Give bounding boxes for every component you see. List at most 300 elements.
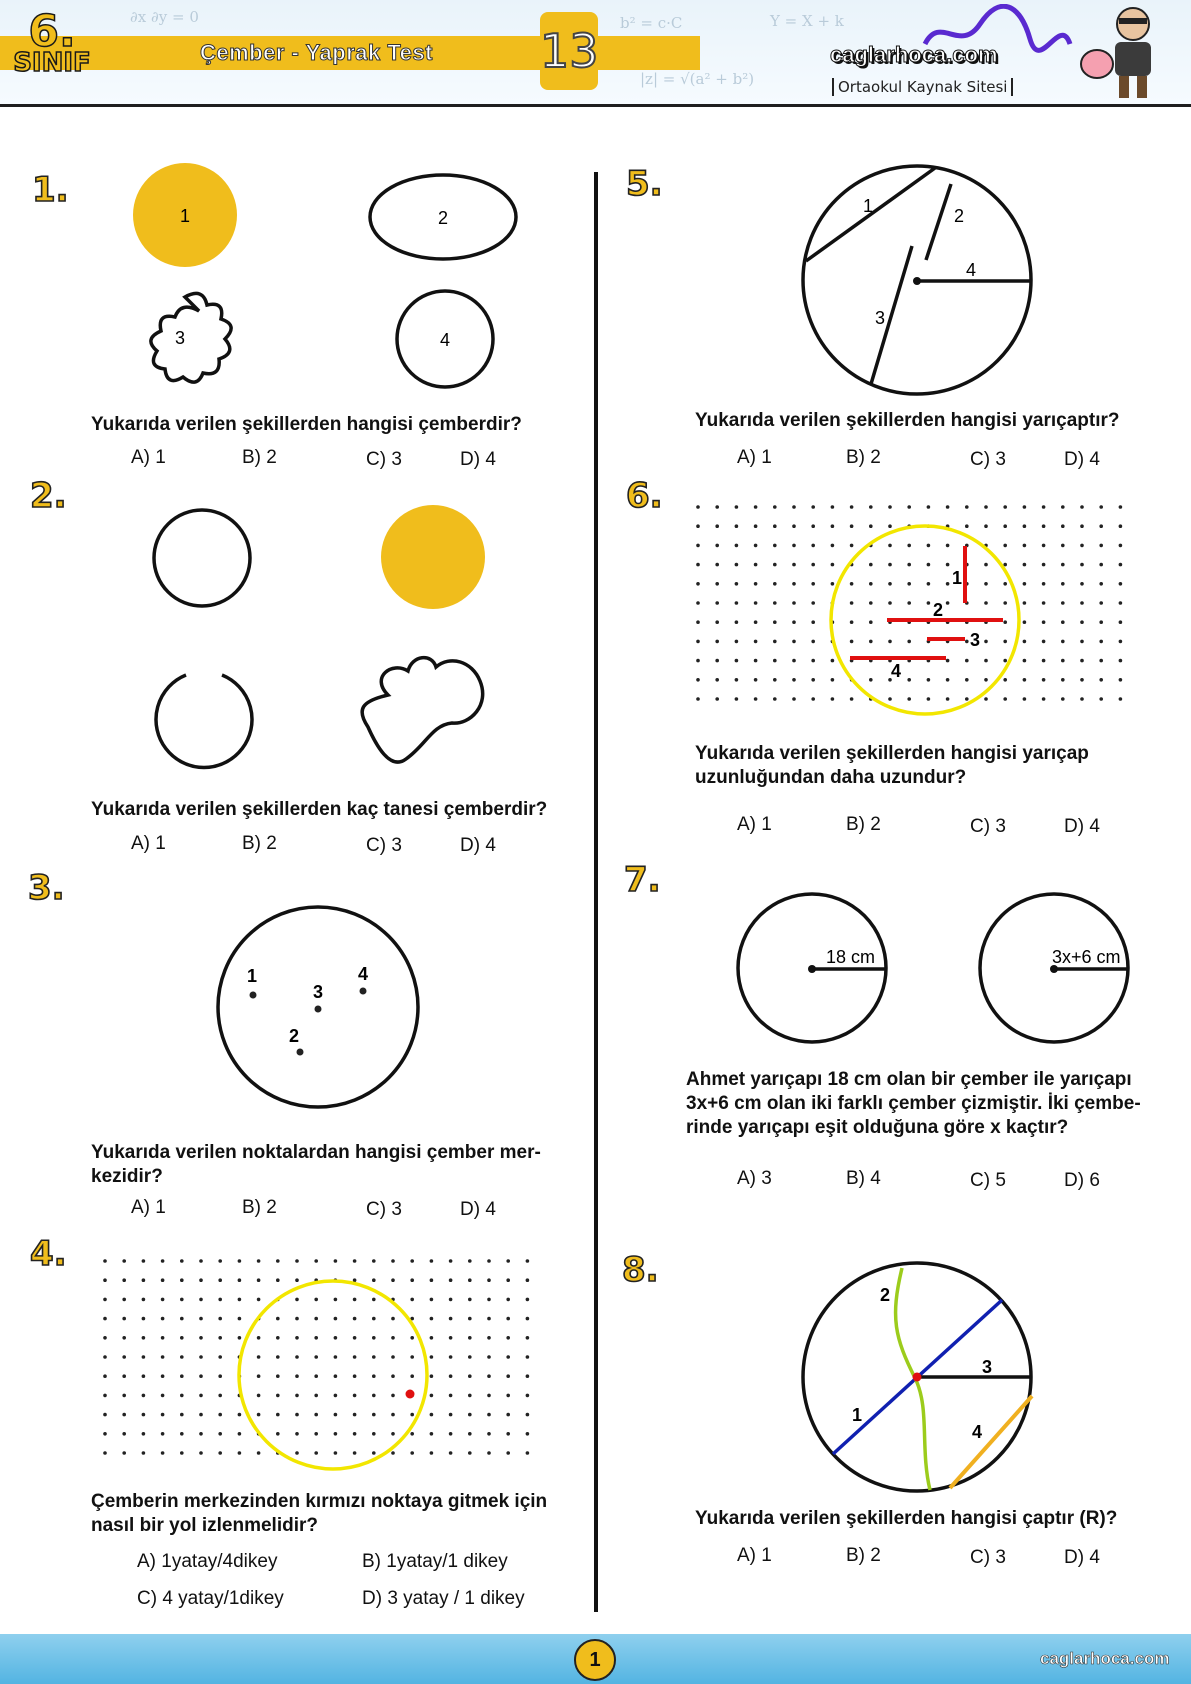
grid-dot <box>122 1259 126 1263</box>
grid-dot <box>161 1278 165 1282</box>
q3-label-1: 1 <box>246 966 258 986</box>
q3-question-line1: Yukarıda verilen noktalardan hangisi çember mer- <box>91 1142 541 1163</box>
grid-dot <box>831 659 835 663</box>
q7-option-a[interactable]: A) 3 <box>737 1168 772 1189</box>
q3-number: 3. <box>28 868 65 908</box>
grid-dot <box>487 1374 491 1378</box>
grid-dot <box>487 1298 491 1302</box>
grid-dot <box>792 563 796 567</box>
q7-number: 7. <box>624 860 661 900</box>
grid-dot <box>468 1432 472 1436</box>
grid-dot <box>122 1317 126 1321</box>
grid-dot <box>831 524 835 528</box>
q4-option-b[interactable]: B) 1yatay/1 dikey <box>362 1551 508 1572</box>
grid-dot <box>487 1317 491 1321</box>
grid-dot <box>199 1413 203 1417</box>
grid-dot <box>811 678 815 682</box>
grid-dot <box>238 1432 242 1436</box>
grid-dot <box>103 1278 107 1282</box>
grid-dot <box>391 1259 395 1263</box>
grid-dot <box>122 1394 126 1398</box>
grid-dot <box>735 640 739 644</box>
grid-dot <box>391 1432 395 1436</box>
grid-dot <box>907 678 911 682</box>
grid-dot <box>735 582 739 586</box>
q5-segment-2 <box>926 184 951 260</box>
grid-dot <box>468 1394 472 1398</box>
grid-dot <box>449 1259 453 1263</box>
grid-dot <box>888 544 892 548</box>
grid-dot <box>715 563 719 567</box>
grid-dot <box>410 1298 414 1302</box>
grid-dot <box>1080 697 1084 701</box>
grid-dot <box>696 505 700 509</box>
grid-dot <box>410 1355 414 1359</box>
grid-dot <box>295 1317 299 1321</box>
grid-dot <box>103 1374 107 1378</box>
grid-dot <box>1023 697 1027 701</box>
grid-dot <box>314 1451 318 1455</box>
grid-dot <box>907 697 911 701</box>
grid-dot <box>257 1413 261 1417</box>
grid-dot <box>218 1259 222 1263</box>
q1-label-2: 2 <box>437 208 449 228</box>
grid-dot <box>1061 659 1065 663</box>
grid-dot <box>735 697 739 701</box>
grid-dot <box>1099 620 1103 624</box>
grid-dot <box>314 1298 318 1302</box>
grid-dot <box>811 659 815 663</box>
grid-dot <box>1061 620 1065 624</box>
grid-dot <box>506 1432 510 1436</box>
grid-dot <box>850 697 854 701</box>
grid-dot <box>850 620 854 624</box>
grid-dot <box>506 1317 510 1321</box>
q5-option-a[interactable]: A) 1 <box>737 447 772 468</box>
grid-dot <box>218 1413 222 1417</box>
grid-dot <box>984 659 988 663</box>
grid-dot <box>161 1259 165 1263</box>
grid-dot <box>391 1413 395 1417</box>
grid-dot <box>1061 544 1065 548</box>
grid-dot <box>715 620 719 624</box>
q1-option-c[interactable]: C) 3 <box>366 449 402 470</box>
grid-dot <box>754 505 758 509</box>
teacher-mascot-icon <box>1075 2 1185 100</box>
grid-dot <box>142 1432 146 1436</box>
grid-dot <box>715 601 719 605</box>
grid-dot <box>696 544 700 548</box>
grid-dot <box>965 505 969 509</box>
grid-dot <box>334 1432 338 1436</box>
grid-dot <box>199 1336 203 1340</box>
grid-dot <box>122 1278 126 1282</box>
grid-dot <box>1003 505 1007 509</box>
grid-dot <box>1061 697 1065 701</box>
q3-question-line2: kezidir? <box>91 1166 163 1187</box>
grid-dot <box>314 1355 318 1359</box>
q3-point-3 <box>315 1006 322 1013</box>
grid-dot <box>103 1355 107 1359</box>
q5-option-d[interactable]: D) 4 <box>1064 449 1100 470</box>
grid-dot <box>696 678 700 682</box>
grid-dot <box>238 1317 242 1321</box>
grid-dot <box>218 1451 222 1455</box>
grid-dot <box>754 601 758 605</box>
grid-dot <box>811 582 815 586</box>
grid-dot <box>218 1432 222 1436</box>
grid-dot <box>1003 678 1007 682</box>
grid-dot <box>1080 544 1084 548</box>
grid-dot <box>715 640 719 644</box>
grid-dot <box>142 1278 146 1282</box>
grid-dot <box>506 1355 510 1359</box>
grid-dot <box>180 1374 184 1378</box>
grid-dot <box>468 1451 472 1455</box>
grid-dot <box>487 1278 491 1282</box>
grade-number: 6. <box>28 6 76 57</box>
grid-dot <box>831 544 835 548</box>
grid-dot <box>1099 697 1103 701</box>
q8-option-d[interactable]: D) 4 <box>1064 1547 1100 1568</box>
grid-dot <box>487 1336 491 1340</box>
grid-dot <box>334 1413 338 1417</box>
q4-option-d[interactable]: D) 3 yatay / 1 dikey <box>362 1588 525 1609</box>
grid-dot <box>1061 601 1065 605</box>
grid-dot <box>199 1451 203 1455</box>
grid-dot <box>811 620 815 624</box>
grid-dot <box>276 1317 280 1321</box>
grid-dot <box>1003 582 1007 586</box>
grid-dot <box>103 1432 107 1436</box>
q5-label-2: 2 <box>954 206 965 226</box>
grid-dot <box>161 1336 165 1340</box>
grid-dot <box>506 1259 510 1263</box>
grid-dot <box>1080 678 1084 682</box>
grid-dot <box>811 697 815 701</box>
grid-dot <box>314 1336 318 1340</box>
grid-dot <box>1042 524 1046 528</box>
grid-dot <box>1042 697 1046 701</box>
grid-dot <box>449 1278 453 1282</box>
site-logo: caglarhoca.com <box>830 42 998 67</box>
grid-dot <box>869 524 873 528</box>
grid-dot <box>773 697 777 701</box>
grid-dot <box>410 1278 414 1282</box>
grid-dot <box>430 1432 434 1436</box>
grid-dot <box>372 1259 376 1263</box>
grid-dot <box>965 678 969 682</box>
grid-dot <box>850 505 854 509</box>
grade-label: SINIF <box>13 48 91 78</box>
q3-option-a[interactable]: A) 1 <box>131 1197 166 1218</box>
grid-dot <box>888 601 892 605</box>
grid-dot <box>715 524 719 528</box>
grid-dot <box>927 601 931 605</box>
grid-dot <box>103 1394 107 1398</box>
grid-dot <box>811 524 815 528</box>
grid-dot <box>927 505 931 509</box>
grid-dot <box>526 1394 530 1398</box>
grid-dot <box>1119 640 1123 644</box>
grid-dot <box>334 1298 338 1302</box>
q6-option-b[interactable]: B) 2 <box>846 814 881 835</box>
grid-dot <box>792 582 796 586</box>
grid-dot <box>984 582 988 586</box>
grid-dot <box>372 1413 376 1417</box>
grid-dot <box>391 1394 395 1398</box>
grid-dot <box>1119 601 1123 605</box>
grid-dot <box>199 1374 203 1378</box>
grid-dot <box>907 544 911 548</box>
grid-dot <box>142 1394 146 1398</box>
grid-dot <box>199 1355 203 1359</box>
grid-dot <box>526 1451 530 1455</box>
grid-dot <box>122 1432 126 1436</box>
grid-dot <box>353 1298 357 1302</box>
grid-dot <box>257 1278 261 1282</box>
grid-dot <box>850 640 854 644</box>
grid-dot <box>142 1259 146 1263</box>
grid-dot <box>238 1413 242 1417</box>
column-divider <box>594 172 598 1612</box>
grid-dot <box>142 1451 146 1455</box>
q5-option-b[interactable]: B) 2 <box>846 447 881 468</box>
q2-number: 2. <box>30 476 67 516</box>
grid-dot <box>430 1355 434 1359</box>
grid-dot <box>391 1317 395 1321</box>
q6-option-c[interactable]: C) 3 <box>970 816 1006 837</box>
grid-dot <box>103 1298 107 1302</box>
grid-dot <box>1099 524 1103 528</box>
grid-dot <box>506 1298 510 1302</box>
q7-option-b[interactable]: B) 4 <box>846 1168 881 1189</box>
grid-dot <box>276 1374 280 1378</box>
grid-dot <box>811 563 815 567</box>
q4-red-point <box>406 1390 415 1399</box>
grid-dot <box>372 1278 376 1282</box>
grid-dot <box>103 1259 107 1263</box>
q2-option-d[interactable]: D) 4 <box>460 835 496 856</box>
grid-dot <box>696 563 700 567</box>
grid-dot <box>888 640 892 644</box>
grid-dot <box>715 582 719 586</box>
grid-dot <box>792 601 796 605</box>
grid-dot <box>295 1374 299 1378</box>
grid-dot <box>468 1259 472 1263</box>
grid-dot <box>1023 563 1027 567</box>
grid-dot <box>314 1259 318 1263</box>
grid-dot <box>946 544 950 548</box>
q1-option-a[interactable]: A) 1 <box>131 447 166 468</box>
grid-dot <box>754 544 758 548</box>
grid-dot <box>946 563 950 567</box>
grid-dot <box>410 1336 414 1340</box>
grid-dot <box>122 1413 126 1417</box>
q3-label-2: 2 <box>288 1026 300 1046</box>
q2-option-b[interactable]: B) 2 <box>242 833 277 854</box>
grid-dot <box>526 1413 530 1417</box>
grid-dot <box>430 1413 434 1417</box>
q7-label-1: 18 cm <box>826 947 876 967</box>
q1-option-d[interactable]: D) 4 <box>460 449 496 470</box>
grid-dot <box>927 544 931 548</box>
grid-dot <box>276 1336 280 1340</box>
grid-dot <box>696 640 700 644</box>
grid-dot <box>142 1413 146 1417</box>
q8-label-3: 3 <box>982 1357 993 1377</box>
grid-dot <box>334 1355 338 1359</box>
q8-option-a[interactable]: A) 1 <box>737 1545 772 1566</box>
grid-dot <box>122 1298 126 1302</box>
grid-dot <box>199 1317 203 1321</box>
q2-figures <box>130 495 510 780</box>
grid-dot <box>372 1451 376 1455</box>
q3-option-d[interactable]: D) 4 <box>460 1199 496 1220</box>
q5-option-c[interactable]: C) 3 <box>970 449 1006 470</box>
grid-dot <box>334 1451 338 1455</box>
grid-dot <box>276 1394 280 1398</box>
grid-dot <box>735 678 739 682</box>
grid-dot <box>1099 678 1103 682</box>
grid-dot <box>792 678 796 682</box>
grid-dot <box>372 1317 376 1321</box>
grid-dot <box>410 1451 414 1455</box>
q8-option-c[interactable]: C) 3 <box>970 1547 1006 1568</box>
grid-dot <box>907 601 911 605</box>
grid-dot <box>773 544 777 548</box>
grid-dot <box>773 563 777 567</box>
grid-dot <box>946 505 950 509</box>
grid-dot <box>103 1336 107 1340</box>
grid-dot <box>811 601 815 605</box>
grid-dot <box>180 1451 184 1455</box>
q1-label-1: 1 <box>179 206 191 226</box>
q5-number: 5. <box>626 164 663 204</box>
q5-label-1: 1 <box>863 196 874 216</box>
q4-option-a[interactable]: A) 1yatay/4dikey <box>137 1551 278 1572</box>
grid-dot <box>792 659 796 663</box>
grid-dot <box>295 1259 299 1263</box>
grid-dot <box>526 1355 530 1359</box>
grid-dot <box>238 1336 242 1340</box>
grid-dot <box>276 1278 280 1282</box>
q6-option-a[interactable]: A) 1 <box>737 814 772 835</box>
grid-dot <box>888 582 892 586</box>
grid-dot <box>276 1355 280 1359</box>
grid-dot <box>1023 505 1027 509</box>
q1-option-b[interactable]: B) 2 <box>242 447 277 468</box>
grid-dot <box>238 1298 242 1302</box>
grid-dot <box>276 1413 280 1417</box>
q4-question-line1: Çemberin merkezinden kırmızı noktaya gitmek için <box>91 1491 548 1512</box>
grid-dot <box>122 1336 126 1340</box>
grid-dot <box>430 1298 434 1302</box>
q8-option-b[interactable]: B) 2 <box>846 1545 881 1566</box>
grid-dot <box>831 678 835 682</box>
grid-dot <box>1080 601 1084 605</box>
q8-center-point <box>913 1373 922 1382</box>
grid-dot <box>295 1394 299 1398</box>
q2-option-a[interactable]: A) 1 <box>131 833 166 854</box>
q2-option-c[interactable]: C) 3 <box>366 835 402 856</box>
grid-dot <box>735 601 739 605</box>
grid-dot <box>430 1451 434 1455</box>
q7-label-2: 3x+6 cm <box>1052 947 1121 967</box>
grid-dot <box>1003 601 1007 605</box>
q3-option-c[interactable]: C) 3 <box>366 1199 402 1220</box>
grid-dot <box>103 1451 107 1455</box>
grid-dot <box>506 1451 510 1455</box>
grid-dot <box>888 697 892 701</box>
grid-dot <box>888 524 892 528</box>
q2-question: Yukarıda verilen şekillerden kaç tanesi çemberdir? <box>91 799 548 820</box>
q2-shape-4 <box>362 658 483 762</box>
grid-dot <box>965 524 969 528</box>
q7-option-d[interactable]: D) 6 <box>1064 1170 1100 1191</box>
grid-dot <box>449 1394 453 1398</box>
grid-dot <box>180 1394 184 1398</box>
squiggle-decoration <box>920 4 1080 64</box>
page-footer <box>0 1634 1191 1684</box>
grid-dot <box>1042 678 1046 682</box>
grid-dot <box>314 1413 318 1417</box>
grid-dot <box>773 524 777 528</box>
grid-dot <box>353 1451 357 1455</box>
grid-dot <box>353 1413 357 1417</box>
header-decoration: Y = X + k <box>770 12 844 30</box>
grid-dot <box>430 1394 434 1398</box>
q7-option-c[interactable]: C) 5 <box>970 1170 1006 1191</box>
grid-dot <box>1023 601 1027 605</box>
q3-option-b[interactable]: B) 2 <box>242 1197 277 1218</box>
grid-dot <box>468 1278 472 1282</box>
q1-label-3: 3 <box>174 328 186 348</box>
grid-dot <box>1099 659 1103 663</box>
q8-label-1: 1 <box>852 1405 863 1425</box>
grid-dot <box>353 1355 357 1359</box>
grid-dot <box>295 1432 299 1436</box>
grid-dot <box>754 678 758 682</box>
grid-dot <box>1061 582 1065 586</box>
grid-dot <box>506 1278 510 1282</box>
grid-dot <box>1099 601 1103 605</box>
grid-dot <box>1080 640 1084 644</box>
grid-dot <box>792 620 796 624</box>
grid-dot <box>257 1336 261 1340</box>
grid-dot <box>353 1259 357 1263</box>
grid-dot <box>295 1298 299 1302</box>
grid-dot <box>1023 620 1027 624</box>
q6-question-line2: uzunluğundan daha uzundur? <box>695 767 967 788</box>
q6-option-d[interactable]: D) 4 <box>1064 816 1100 837</box>
grid-dot <box>372 1298 376 1302</box>
grid-dot <box>526 1317 530 1321</box>
q1-number: 1. <box>32 170 69 210</box>
grid-dot <box>334 1374 338 1378</box>
grid-dot <box>869 678 873 682</box>
grid-dot <box>430 1259 434 1263</box>
grid-dot <box>161 1298 165 1302</box>
grid-dot <box>715 678 719 682</box>
q5-figure <box>800 160 1040 400</box>
grid-dot <box>735 544 739 548</box>
q2-shape-2 <box>381 505 485 609</box>
grid-dot <box>391 1336 395 1340</box>
q4-option-c[interactable]: C) 4 yatay/1dikey <box>137 1588 284 1609</box>
header-decoration: ∂x ∂y = 0 <box>130 8 199 26</box>
grid-dot <box>430 1278 434 1282</box>
